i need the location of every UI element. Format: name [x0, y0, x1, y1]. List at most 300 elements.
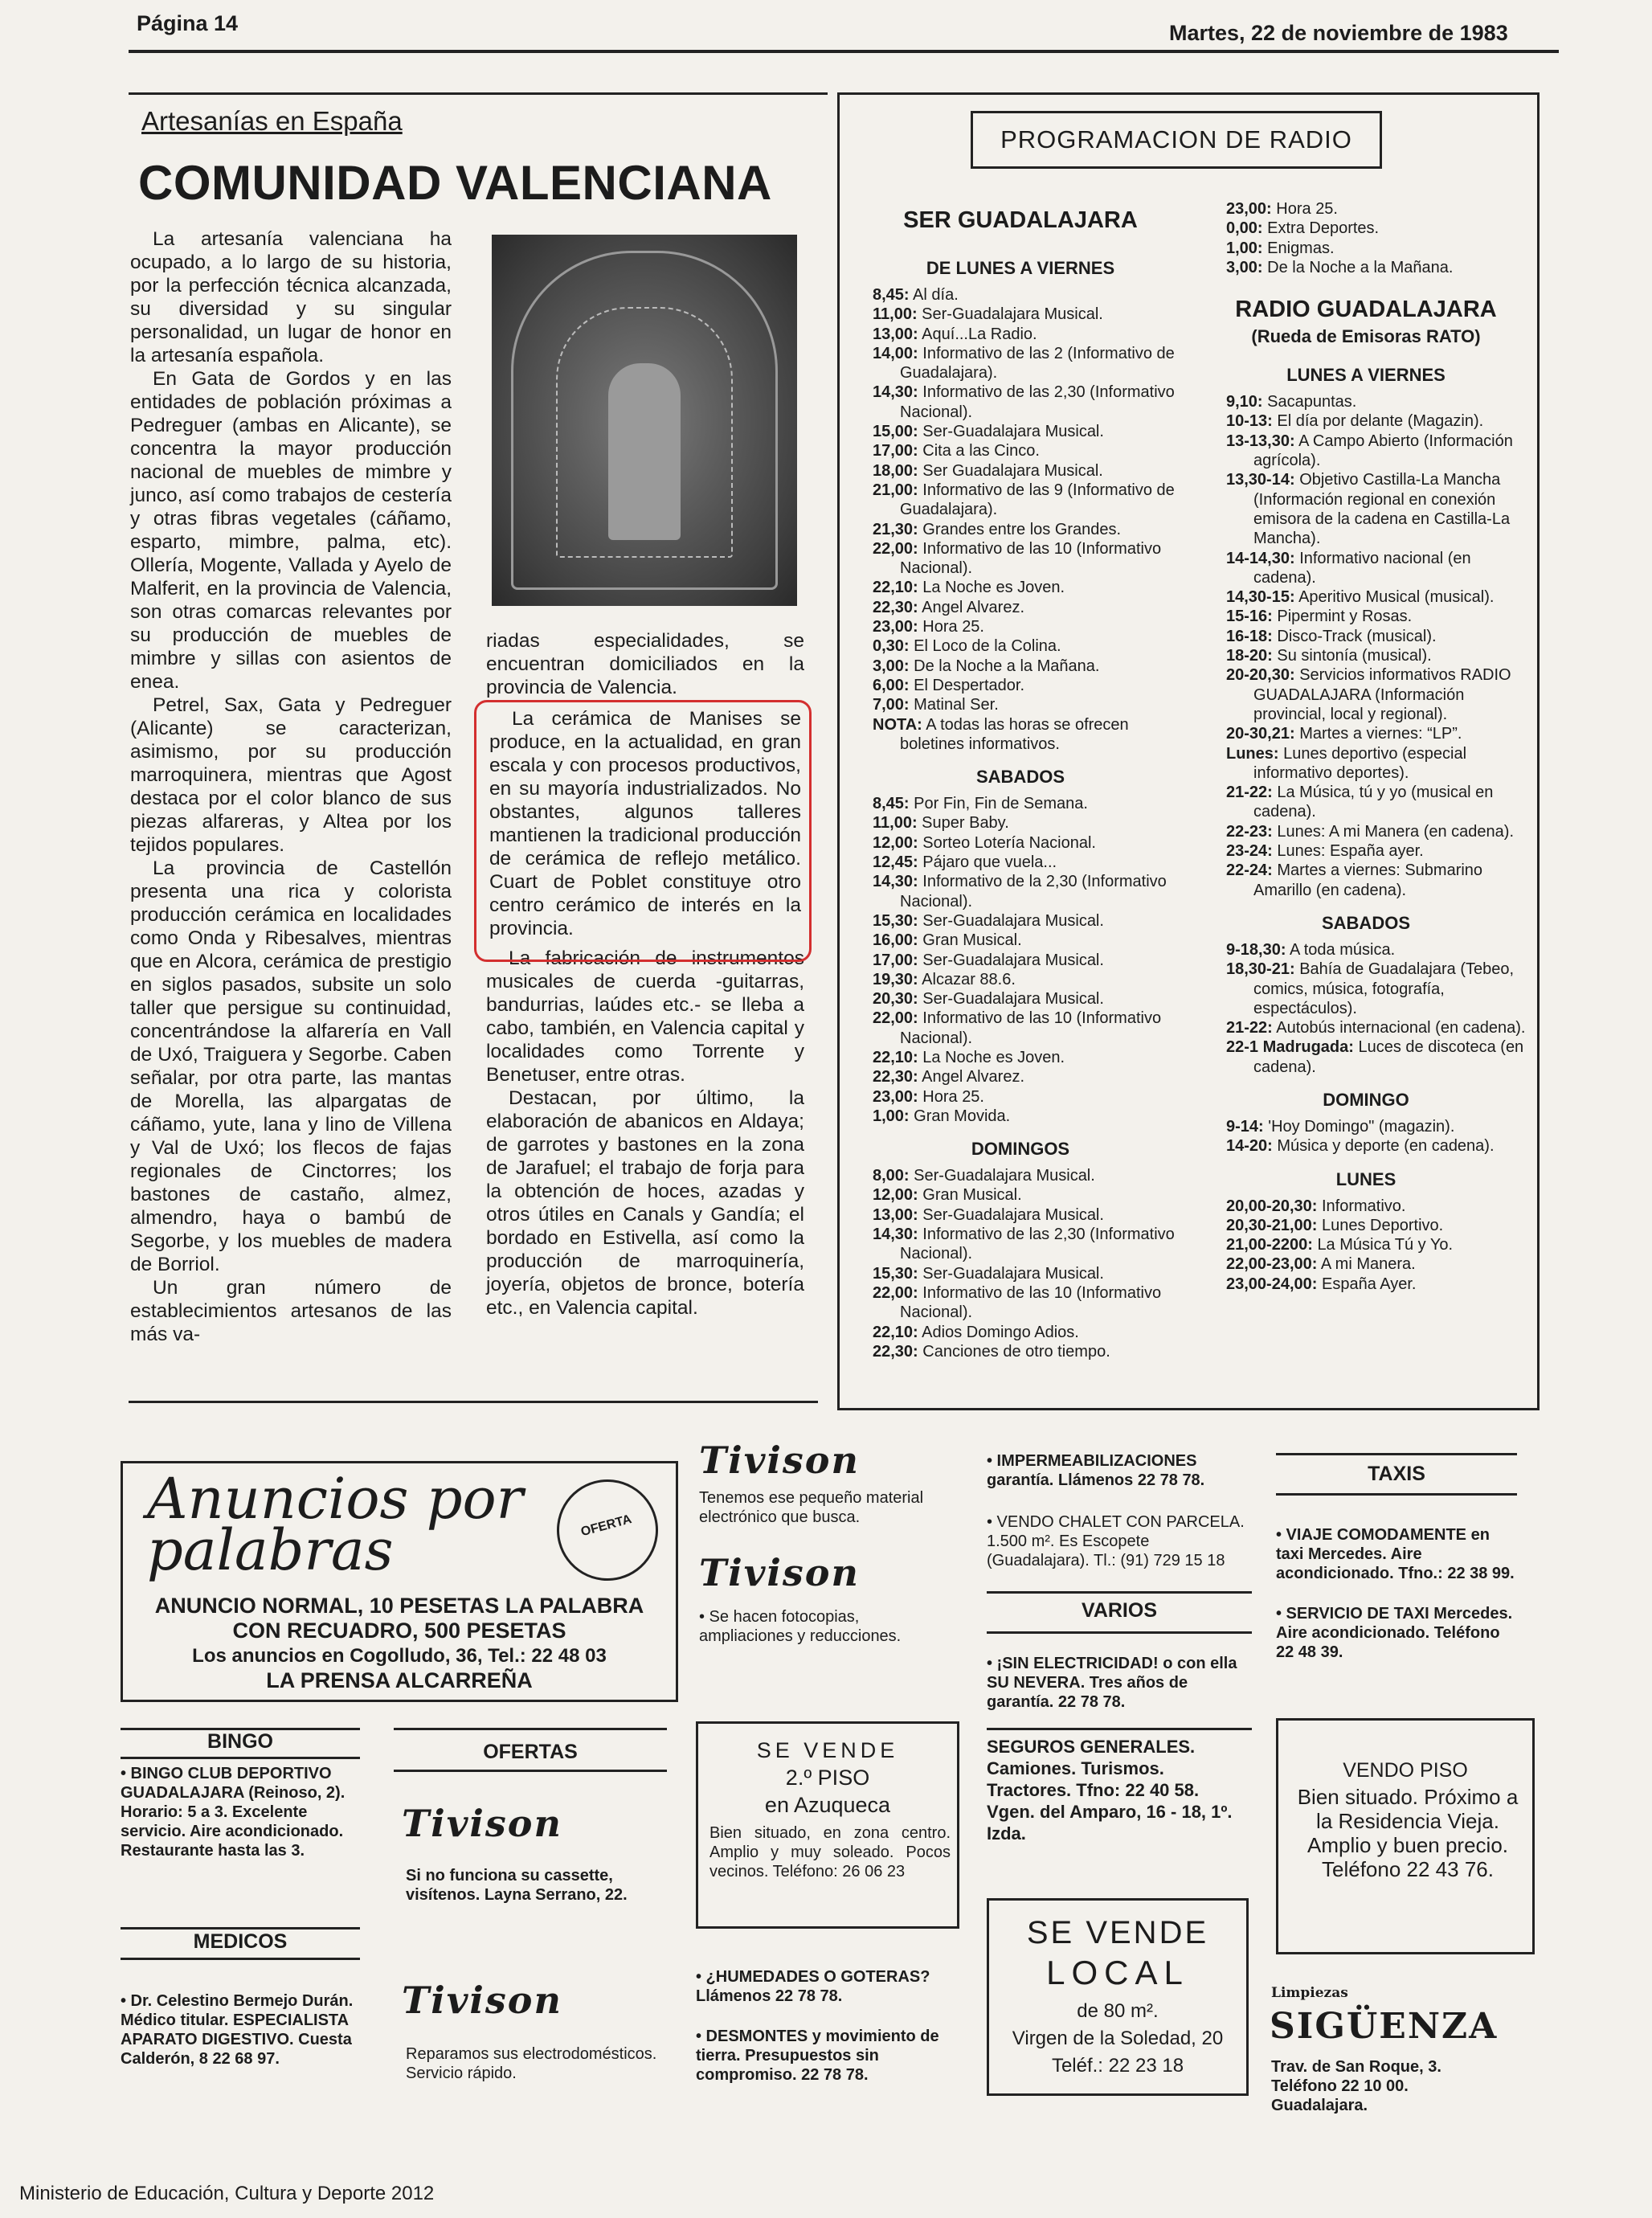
siguenza-logo: SIGÜENZA [1270, 2006, 1499, 2047]
taxis-rule [1276, 1493, 1517, 1496]
schedule-entry [1205, 1235, 1527, 1254]
schedule-time: 3,00: [873, 657, 910, 675]
schedule-program: Informativo nacional (en cadena). [1253, 549, 1471, 587]
se-vende-title: SE VENDE [756, 1738, 899, 1762]
schedule-program: A Campo Abierto (Información agrícola). [1253, 432, 1513, 470]
schedule-program: Ser Guadalajara Musical. [922, 461, 1103, 480]
schedule-entry [852, 539, 1189, 579]
schedule-entry [852, 872, 1189, 911]
rg-weekday-title: LUNES A VIERNES [1286, 365, 1446, 386]
article-paragraph: La provincia de Castellón presenta una rica y colorista producción cerámica en localidades como Onda y Ribesalves, mientras que en Alcora, cerámica de prestigio en siglos pasados, subsite un solo taller que persigue su continuidad, concentrándose la alfarería en Vall de Uxó, Traiguera y Segorbe. Caben señalar, por otra parte, las mantas de Morella, las alpargatas de cáñamo, yute, lana y lino de Villena y Val de Uxó; los flecos de fajas regionales de Cinctorres; los bastones de castaño, almez, almendro, haya o bambú de Segorbe, y los muebles de madera de Borriol. [130, 857, 452, 1275]
schedule-time: 22,30: [873, 1068, 918, 1086]
schedule-entry [1205, 219, 1527, 238]
highlight-box [474, 700, 812, 962]
schedule-program: Luces de discoteca (en cadena). [1253, 1038, 1524, 1076]
schedule-time: 22,00: [873, 539, 918, 558]
schedule-program: Adios Domingo Adios. [922, 1323, 1079, 1341]
schedule-entry [852, 657, 1189, 676]
schedule-entry [852, 1067, 1189, 1086]
schedule-entry [1205, 1018, 1527, 1037]
ser-weekday-title: DE LUNES A VIERNES [926, 258, 1115, 278]
desmontes-ad: • DESMONTES y movimiento de tierra. Presupuestos sin compromiso. 22 78 78. [696, 2028, 939, 2084]
schedule-time: 15-16: [1226, 608, 1273, 626]
rg-sunday-list [1205, 1117, 1527, 1156]
article-bottom-rule [129, 1401, 818, 1403]
radio-guadalajara-column [1205, 199, 1527, 1294]
schedule-entry [1205, 960, 1527, 1018]
schedule-time: 9-14: [1226, 1117, 1264, 1136]
rg-monday-title: LUNES [1335, 1168, 1396, 1189]
schedule-program: Ser-Guadalajara Musical. [922, 911, 1104, 930]
schedule-program: Su sintonía (musical). [1277, 647, 1432, 665]
schedule-time: 3,00: [1226, 258, 1263, 276]
taxis-title: TAXIS [1368, 1463, 1425, 1485]
schedule-time: 13,00: [873, 1205, 918, 1224]
schedule-time: 8,00: [873, 1167, 910, 1185]
schedule-program: A todas las horas se ofrecen boletines informativos. [900, 715, 1129, 753]
schedule-time: 23,00: [873, 618, 918, 636]
schedule-time: 21,00: [873, 481, 918, 499]
schedule-program: La Música Tú y Yo. [1317, 1236, 1454, 1254]
price-line: Los anuncios en Cogolludo, 36, Tel.: 22 48 03 [192, 1645, 607, 1667]
schedule-time: 14,00: [873, 344, 918, 362]
schedule-time: Lunes: [1226, 744, 1279, 763]
schedule-program: Gran Musical. [922, 931, 1022, 950]
schedule-time: 23,00: [873, 1087, 918, 1106]
taxi-ad-2: • SERVICIO DE TAXI Mercedes. Aire acondicionado. Teléfono 22 48 39. [1276, 1605, 1513, 1661]
price-line: ANUNCIO NORMAL, 10 PESETAS LA PALABRA [154, 1594, 644, 1618]
schedule-entry [852, 833, 1189, 853]
schedule-program: Canciones de otro tiempo. [922, 1342, 1110, 1361]
schedule-program: Super Baby. [922, 814, 1009, 833]
article-headline: COMUNIDAD VALENCIANA [138, 156, 772, 210]
schedule-time: 0,30: [873, 637, 910, 656]
schedule-time: 16-18: [1226, 627, 1273, 645]
schedule-time: 12,45: [873, 853, 918, 872]
schedule-time: 12,00: [873, 833, 918, 852]
ser-sunday-title: DOMINGOS [971, 1139, 1070, 1160]
schedule-program: Gran Movida. [914, 1107, 1011, 1125]
se-vende-local-box [987, 1898, 1249, 2096]
schedule-program: Ser-Guadalajara Musical. [914, 1167, 1095, 1185]
schedule-time: 22-24: [1226, 861, 1273, 880]
schedule-time: 15,30: [873, 1264, 918, 1283]
schedule-time: NOTA: [873, 715, 922, 734]
schedule-entry [852, 715, 1189, 755]
schedule-entry [852, 1048, 1189, 1067]
local-size: de 80 m². [1077, 2000, 1159, 2022]
varios-rule [987, 1591, 1252, 1594]
seguros-ad: SEGUROS GENERALES. Camiones. Turismos. Tractores. Tfno: 22 40 58. Vgen. del Amparo, 16 - 18, 1º. Izda. [987, 1737, 1233, 1844]
price-line: CON RECUADRO, 500 PESETAS [232, 1618, 566, 1643]
schedule-entry [1205, 411, 1527, 431]
schedule-program: Música y deporte (en cadena). [1277, 1137, 1495, 1156]
schedule-program: Bahía de Guadalajara (Tebeo, comics, música, fotografía, espectáculos). [1253, 960, 1515, 1017]
schedule-time: 20-20,30: [1226, 666, 1295, 685]
schedule-program: Pipermint y Rosas. [1277, 608, 1413, 626]
schedule-program: Sorteo Lotería Nacional. [922, 833, 1096, 852]
schedule-entry [1205, 627, 1527, 646]
schedule-time: 14,30: [873, 383, 918, 402]
schedule-time: 11,00: [873, 305, 918, 324]
schedule-program: España Ayer. [1321, 1275, 1417, 1293]
schedule-entry [852, 853, 1189, 872]
humedades-ad: • ¿HUMEDADES O GOTERAS? Llámenos 22 78 78. [696, 1968, 930, 2005]
taxis-rule [1276, 1453, 1517, 1455]
schedule-time: 18,30-21: [1226, 960, 1295, 979]
schedule-time: 12,00: [873, 1186, 918, 1205]
schedule-program: Hora 25. [922, 618, 984, 636]
schedule-entry [852, 1264, 1189, 1283]
schedule-entry [852, 305, 1189, 324]
schedule-entry [852, 422, 1189, 441]
tivison-logo: Tivison [402, 1979, 562, 2022]
schedule-entry [852, 794, 1189, 813]
schedule-time: 16,00: [873, 931, 918, 950]
schedule-program: Matinal Ser. [914, 696, 999, 714]
schedule-program: Lunes: España ayer. [1277, 842, 1424, 861]
schedule-program: Informativo de las 10 (Informativo Nacional). [900, 1283, 1162, 1322]
schedule-program: Disco-Track (musical). [1277, 627, 1437, 645]
schedule-entry [1205, 432, 1527, 471]
tivison-logo: Tivison [699, 1438, 860, 1482]
schedule-time: 22,30: [873, 598, 918, 616]
schedule-program: El Loco de la Colina. [914, 637, 1061, 656]
taxi-ad-1: • VIAJE COMODAMENTE en taxi Mercedes. Aire acondicionado. Tfno.: 22 38 99. [1276, 1526, 1515, 1582]
medicos-rule [121, 1958, 360, 1960]
schedule-program: Autobús internacional (en cadena). [1276, 1019, 1526, 1037]
schedule-time: 6,00: [873, 676, 910, 694]
footer-credit: Ministerio de Educación, Cultura y Deporte 2012 [19, 2183, 435, 2204]
limpiezas-ad: Trav. de San Roque, 3. Teléfono 22 10 00. Guadalajara. [1271, 2058, 1441, 2114]
schedule-entry [1205, 258, 1527, 277]
schedule-program: Informativo de la 2,30 (Informativo Nacional). [900, 873, 1167, 911]
highlighted-paragraph: La cerámica de Manises se produce, en la actualidad, en gran escala y con procesos productivos, en su mayoría industrializados. No obstantes, algunos talleres mantienen la tradicional producción de cerámica de reflejo metálico. Cuart de Poblet constituye otro centro cerámico de interés en la provincia. [489, 708, 801, 939]
schedule-program: Sacapuntas. [1267, 393, 1357, 411]
schedule-program: Hora 25. [922, 1087, 984, 1106]
schedule-time: 21,00-2200: [1226, 1236, 1313, 1254]
schedule-program: La Noche es Joven. [922, 579, 1065, 597]
schedule-entry [852, 520, 1189, 539]
medicos-ad: • Dr. Celestino Bermejo Durán. Médico titular. ESPECIALISTA APARATO DIGESTIVO. Cuesta Calderón, 8 22 68 97. [121, 1992, 354, 2068]
schedule-program: Pájaro que vuela... [922, 853, 1057, 872]
schedule-entry [1205, 1197, 1527, 1216]
schedule-time: 23-24: [1226, 842, 1273, 861]
schedule-time: 13,30-14: [1226, 471, 1295, 489]
schedule-program: Ser-Guadalajara Musical. [922, 1264, 1104, 1283]
schedule-entry [852, 325, 1189, 344]
article-paragraph: Un gran número de establecimientos artesanos de las más va- [130, 1277, 452, 1345]
schedule-time: 21-22: [1226, 784, 1273, 802]
schedule-program: Martes a viernes: “LP”. [1299, 725, 1462, 743]
ofertas-rule [394, 1770, 667, 1772]
ceramic-photo [492, 235, 797, 606]
schedule-time: 22,00-23,00: [1226, 1255, 1318, 1274]
schedule-time: 20,00-20,30: [1226, 1197, 1318, 1215]
ser-saturday-title: SABADOS [975, 767, 1065, 788]
schedule-program: El día por delante (Magazin). [1277, 412, 1484, 431]
schedule-time: 7,00: [873, 696, 910, 714]
schedule-entry [1205, 783, 1527, 822]
schedule-time: 1,00: [1226, 239, 1263, 257]
schedule-program: Ser-Guadalajara Musical. [922, 951, 1104, 969]
article-paragraph: Petrel, Sax, Gata y Pedreguer (Alicante) se caracterizan, asimismo, por su producción marroquinera, mientras que Agost destaca por el color blanco de sus piezas alfareras, y Altea por los tejidos populares. [130, 694, 452, 856]
schedule-program: Ser-Guadalajara Musical. [922, 1205, 1104, 1224]
schedule-time: 21,30: [873, 520, 918, 538]
schedule-program: Hora 25. [1276, 200, 1338, 218]
schedule-program: Servicios informativos RADIO GUADALAJARA (Información provincial, local y regional). [1253, 666, 1511, 723]
schedule-program: Martes a viernes: Submarino Amarillo (en cadena). [1253, 861, 1483, 899]
schedule-entry [852, 285, 1189, 305]
schedule-entry [852, 1107, 1189, 1126]
schedule-program: Ser-Guadalajara Musical. [922, 305, 1103, 324]
schedule-entry [1205, 470, 1527, 548]
schedule-time: 17,00: [873, 951, 918, 969]
schedule-program: Ser-Guadalajara Musical. [922, 423, 1104, 441]
schedule-program: Informativo de las 2,30 (Informativo Nacional). [900, 383, 1175, 421]
schedule-entry [852, 1283, 1189, 1323]
ser-sunday-continued [1205, 199, 1527, 277]
price-line: LA PRENSA ALCARREÑA [266, 1668, 533, 1692]
schedule-entry [852, 695, 1189, 714]
radio-title: PROGRAMACION DE RADIO [971, 111, 1382, 169]
schedule-entry [1205, 1037, 1527, 1077]
ser-sunday-list [852, 1166, 1189, 1361]
schedule-program: El Despertador. [914, 676, 1025, 694]
piso-description: Bien situado, en zona centro. Amplio y muy soleado. Pocos vecinos. Teléfono: 26 06 23 [709, 1824, 951, 1880]
schedule-entry [852, 813, 1189, 833]
schedule-entry [852, 481, 1189, 520]
oferta-badge: OFERTA [546, 1468, 669, 1592]
schedule-program: Informativo de las 2 (Informativo de Guadalajara). [900, 344, 1175, 383]
se-vende-piso-box [696, 1721, 959, 1929]
ofertas-title: OFERTAS [483, 1741, 578, 1763]
schedule-program: Informativo de las 9 (Informativo de Guadalajara). [900, 481, 1175, 519]
local-address: Virgen de la Soledad, 20 [1012, 2028, 1224, 2049]
vendo-piso-title: VENDO PISO [1343, 1759, 1468, 1782]
schedule-program: De la Noche a la Mañana. [914, 657, 1100, 675]
schedule-entry [852, 636, 1189, 656]
schedule-time: 8,45: [873, 286, 910, 304]
schedule-entry [852, 441, 1189, 460]
schedule-entry [852, 911, 1189, 931]
schedule-time: 21-22: [1226, 1019, 1273, 1037]
schedule-time: 15,30: [873, 911, 918, 930]
article-top-rule [129, 92, 828, 95]
schedule-time: 14-14,30: [1226, 549, 1295, 567]
schedule-time: 1,00: [873, 1107, 910, 1125]
schedule-time: 9-18,30: [1226, 940, 1286, 959]
schedule-time: 11,00: [873, 814, 918, 833]
schedule-entry [1205, 239, 1527, 258]
schedule-program: De la Noche a la Mañana. [1267, 258, 1454, 276]
schedule-entry [1205, 940, 1527, 960]
schedule-program: A toda música. [1289, 940, 1396, 959]
schedule-entry [1205, 1216, 1527, 1235]
local-title: SE VENDE [1026, 1915, 1209, 1950]
schedule-entry [852, 989, 1189, 1009]
page-number: Página 14 [137, 11, 239, 35]
page-date: Martes, 22 de noviembre de 1983 [1169, 21, 1508, 45]
schedule-time: 8,45: [873, 795, 910, 813]
article-paragraph: Destacan, por último, la elaboración de abanicos en Aldaya; de garrotes y bastones en la zona de Jarafuel; el trabajo de forja para la obtención de hoces, azadas y otros útiles en Canals y Gandía; el bordado en Estivella, así como la producción de marroquinería, joyería, objetos de bronce, botería etc., en Valencia capital. [486, 1087, 804, 1319]
schedule-time: 14,30: [873, 873, 918, 891]
piso-line: 2.º PISO [785, 1766, 870, 1790]
ser-guadalajara-column [852, 207, 1189, 1361]
schedule-program: La Noche es Joven. [922, 1048, 1065, 1066]
bingo-title: BINGO [207, 1730, 273, 1753]
bingo-ad: • BINGO CLUB DEPORTIVO GUADALAJARA (Reinoso, 2). Horario: 5 a 3. Excelente servicio. Aire acondicionado. Restaurante hasta las 3. [121, 1765, 346, 1860]
schedule-entry [1205, 392, 1527, 411]
schedule-program: A mi Manera. [1320, 1255, 1416, 1274]
ser-saturday-list [852, 794, 1189, 1126]
local-phone: Teléf.: 22 23 18 [1051, 2055, 1184, 2077]
article-paragraph: La artesanía valenciana ha ocupado, a lo largo de su historia, por la perfección técnica alcanzada, su diversidad y su singular personalidad, un lugar de honor en la artesanía española. [130, 228, 452, 366]
classifieds-logo: Anuncios por palabras [147, 1466, 524, 1583]
schedule-time: 20,30: [873, 990, 918, 1009]
schedule-entry [1205, 549, 1527, 588]
schedule-program: Gran Musical. [922, 1186, 1022, 1205]
classifieds-pricing [123, 1594, 676, 1693]
limpiezas-label: Limpiezas [1271, 1985, 1348, 2001]
schedule-program: Angel Alvarez. [922, 1068, 1025, 1086]
rg-subtitle: (Rueda de Emisoras RATO) [1251, 326, 1481, 347]
schedule-time: 22,10: [873, 1323, 918, 1341]
rg-saturday-list [1205, 940, 1527, 1077]
schedule-entry [1205, 199, 1527, 219]
schedule-entry [852, 383, 1189, 422]
schedule-program: Aperitivo Musical (musical). [1298, 588, 1495, 607]
schedule-program: Al día. [913, 286, 959, 304]
schedule-entry [1205, 607, 1527, 626]
schedule-entry [1205, 1254, 1527, 1274]
schedule-time: 17,00: [873, 442, 918, 460]
schedule-program: Informativo de las 10 (Informativo Nacional). [900, 1009, 1162, 1047]
schedule-entry [852, 1342, 1189, 1361]
medicos-rule [121, 1927, 360, 1929]
schedule-entry [1205, 1136, 1527, 1156]
tivison-ad-material: Tenemos ese pequeño material electrónico que busca. [699, 1489, 924, 1526]
varios-rule [987, 1631, 1252, 1634]
schedule-entry [1205, 861, 1527, 900]
medicos-title: MEDICOS [193, 1930, 288, 1953]
schedule-entry [852, 951, 1189, 970]
schedule-time: 23,00-24,00: [1226, 1275, 1318, 1293]
schedule-entry [1205, 724, 1527, 743]
schedule-entry [852, 1185, 1189, 1205]
schedule-entry [852, 461, 1189, 481]
schedule-time: 9,10: [1226, 393, 1263, 411]
schedule-time: 22,10: [873, 579, 918, 597]
schedule-time: 14-20: [1226, 1137, 1273, 1156]
schedule-entry [852, 1205, 1189, 1225]
schedule-entry [852, 970, 1189, 989]
schedule-program: Lunes Deportivo. [1321, 1216, 1444, 1234]
schedule-program: Enigmas. [1267, 239, 1335, 257]
schedule-time: 18,00: [873, 461, 918, 480]
schedule-entry [1205, 1117, 1527, 1136]
schedule-time: 14,30: [873, 1226, 918, 1244]
rg-monday-list [1205, 1197, 1527, 1294]
sin-electricidad-ad: • ¡SIN ELECTRICIDAD! o con ella SU NEVERA. Tres años de garantía. 22 78 78. [987, 1655, 1237, 1711]
schedule-entry [852, 578, 1189, 597]
article-column-1 [130, 227, 452, 1346]
schedule-time: 22-1 Madrugada: [1226, 1038, 1354, 1057]
schedule-program: Ser-Guadalajara Musical. [922, 990, 1104, 1009]
schedule-time: 19,30: [873, 970, 918, 988]
schedule-entry [852, 1225, 1189, 1264]
schedule-program: Grandes entre los Grandes. [922, 520, 1122, 538]
schedule-time: 13,00: [873, 325, 918, 343]
classifieds-header-box [121, 1461, 678, 1702]
varios-title: VARIOS [1082, 1599, 1157, 1622]
schedule-program: Cita a las Cinco. [922, 442, 1040, 460]
vendo-piso-box [1276, 1718, 1535, 1954]
ser-title: SER GUADALAJARA [903, 207, 1138, 233]
rg-title: RADIO GUADALAJARA [1235, 297, 1497, 323]
schedule-time: 23,00: [1226, 200, 1272, 218]
schedule-program: Aquí...La Radio. [922, 325, 1037, 343]
schedule-program: Lunes deportivo (especial informativo deportes). [1253, 744, 1467, 782]
ser-weekday-list [852, 285, 1189, 754]
schedule-program: 'Hoy Domingo" (magazin). [1268, 1117, 1455, 1136]
schedule-program: Objetivo Castilla-La Mancha (Información regional en conexión emisora de la cadena en Castilla-La Mancha). [1253, 471, 1511, 548]
impermeabilizaciones-ad: • IMPERMEABILIZACIONES garantía. Llámenos 22 78 78. [987, 1452, 1205, 1489]
article-paragraph: En Gata de Gordos y en las entidades de población próximas a Pedreguer (ambas en Alicante), se concentra la mayor producción nacional de muebles de mimbre y junco, así como trabajos de cestería y otras fibras vegetales (cáñamo, esparto, mimbre, palma, etc). Ollería, Mogente, Vallada y Ayelo de Malferit, en la provincia de Valencia, son otras comarcas relevantes por su producción de muebles de mimbre y sillas con asientos de enea. [130, 368, 452, 693]
schedule-program: La Música, tú y yo (musical en cadena). [1253, 784, 1494, 821]
schedule-entry [852, 676, 1189, 695]
schedule-program: Informativo de las 10 (Informativo Nacional). [900, 539, 1162, 578]
schedule-time: 0,00: [1226, 219, 1263, 238]
vendo-piso-text: Bien situado. Próximo a la Residencia Vieja. Amplio y buen precio. Teléfono 22 43 76. [1297, 1785, 1519, 1881]
schedule-time: 22-23: [1226, 822, 1273, 841]
chalet-ad: • VENDO CHALET CON PARCELA. 1.500 m². Es Escopete (Guadalajara). Tl.: (91) 729 15 18 [987, 1513, 1245, 1569]
schedule-entry [852, 931, 1189, 950]
schedule-entry [852, 1087, 1189, 1107]
schedule-time: 22,00: [873, 1283, 918, 1302]
schedule-program: Lunes: A mi Manera (en cadena). [1277, 822, 1514, 841]
schedule-entry [852, 1323, 1189, 1342]
bingo-rule [121, 1757, 360, 1759]
seguros-rule [987, 1728, 1252, 1730]
tivison-logo: Tivison [402, 1802, 562, 1845]
schedule-entry [852, 344, 1189, 383]
schedule-entry [1205, 665, 1527, 724]
schedule-time: 20-30,21: [1226, 725, 1295, 743]
schedule-entry [1205, 646, 1527, 665]
schedule-entry [852, 617, 1189, 636]
schedule-time: 13-13,30: [1226, 432, 1295, 450]
schedule-program: Informativo de las 2,30 (Informativo Nacional). [900, 1226, 1175, 1263]
schedule-time: 15,00: [873, 423, 918, 441]
piso-location: en Azuqueca [764, 1793, 891, 1817]
schedule-time: 20,30-21,00: [1226, 1216, 1318, 1234]
ofertas-rule [394, 1728, 667, 1730]
article-kicker: Artesanías en España [141, 106, 403, 136]
schedule-entry [852, 1009, 1189, 1048]
schedule-program: Angel Alvarez. [922, 598, 1025, 616]
article-paragraph: La fabricación de instrumentos musicales de cuerda -guitarras, bandurrias, laúdes etc.- se lleba a cabo, también, en Valencia capital y localidades como Torrente y Benetuser, entre otras. [486, 947, 804, 1086]
schedule-program: Alcazar 88.6. [922, 970, 1016, 988]
schedule-time: 22,00: [873, 1009, 918, 1028]
rg-saturday-title: SABADOS [1321, 912, 1410, 933]
schedule-time: 10-13: [1226, 412, 1273, 431]
header-rule [129, 50, 1559, 53]
schedule-program: Informativo. [1321, 1197, 1406, 1215]
tivison-ad-cassette: Si no funciona su cassette, visítenos. Layna Serrano, 22. [406, 1867, 628, 1904]
schedule-entry [1205, 587, 1527, 607]
article-paragraph: riadas especialidades, se encuentran domiciliados en la provincia de Valencia. [486, 630, 804, 698]
